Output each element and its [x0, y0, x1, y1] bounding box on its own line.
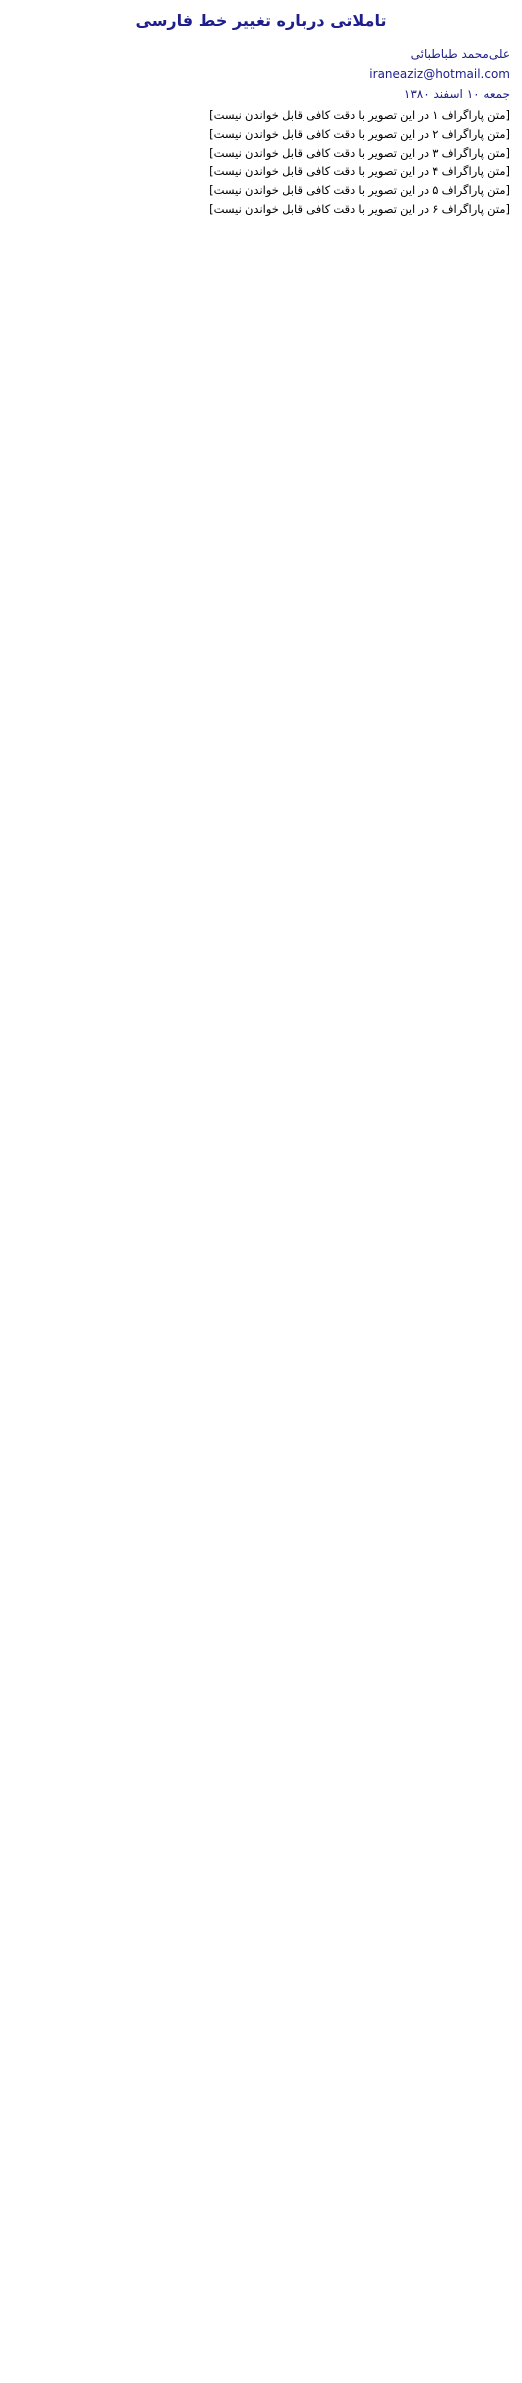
article-title: تاملاتی درباره تغییر خط فارسی — [135, 11, 387, 30]
article-paragraph-3: [متن پاراگراف ۳ در این تصویر با دقت کافی قابل خواندن نیست] — [209, 145, 510, 160]
article-paragraph-5: [متن پاراگراف ۵ در این تصویر با دقت کافی قابل خواندن نیست] — [209, 183, 510, 198]
article-paragraph-1: [متن پاراگراف ۱ در این تصویر با دقت کافی قابل خواندن نیست] — [209, 108, 510, 122]
article-paragraph-2: [متن پاراگراف ۲ در این تصویر با دقت کافی قابل خواندن نیست] — [209, 126, 510, 141]
article-paragraph-6: [متن پاراگراف ۶ در این تصویر با دقت کافی قابل خواندن نیست] — [209, 201, 510, 216]
author-email-link[interactable]: iraneaziz@hotmail.com — [369, 67, 510, 81]
publish-date: جمعه ۱۰ اسفند ۱۳۸۰ — [403, 87, 510, 101]
article-paragraph-4: [متن پاراگراف ۴ در این تصویر با دقت کافی قابل خواندن نیست] — [209, 164, 510, 179]
article-page — [0, 0, 522, 231]
article-body — [12, 108, 510, 218]
author-name: علی‌محمد طباطبائی — [410, 47, 510, 61]
